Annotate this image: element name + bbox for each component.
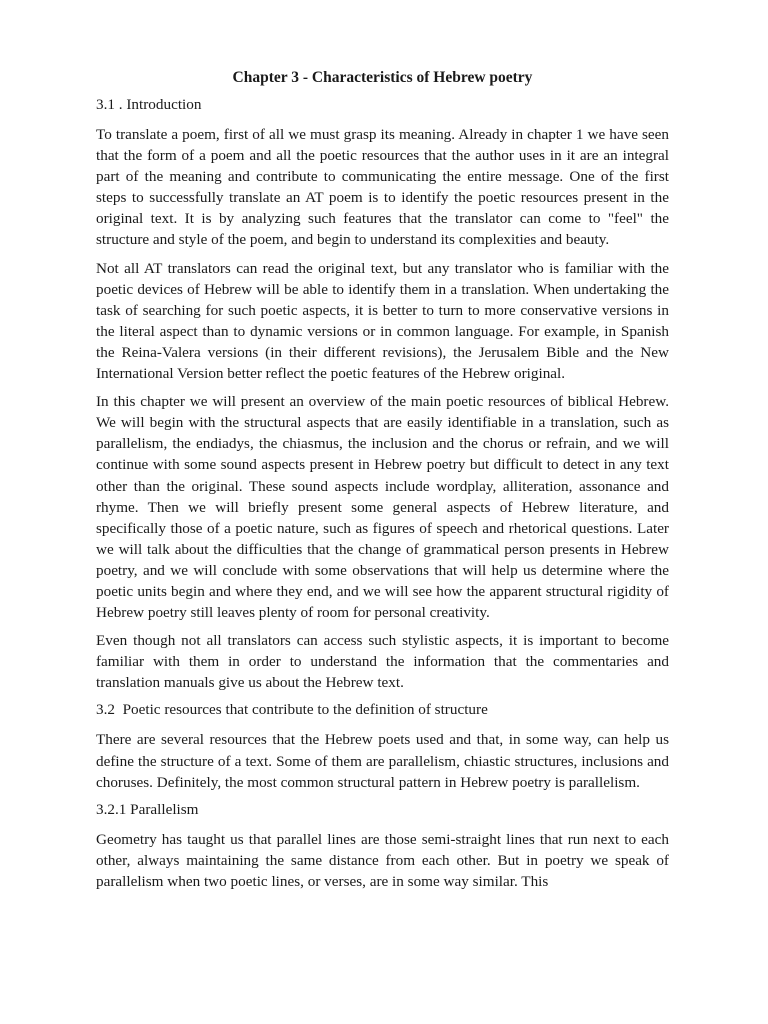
section-heading-3-1: 3.1 . Introduction [96,96,202,113]
section-heading-3-2: 3.2 Poetic resources that contribute to the definition of structure [96,701,488,719]
section-parallelism [96,800,669,892]
chapter-title: Chapter 3 - Characteristics of Hebrew poetry [232,69,533,86]
section-poetic-resources [96,700,669,792]
paragraph: Geometry has taught us that parallel lines are those semi-straight lines that run next to each other, always maintaining the same distance from each other. But in poetry we speak of parallelism when two poetic lines, or verses, are in some way similar. This [96,830,669,890]
paragraph: Even though not all translators can access such stylistic aspects, it is important to become familiar with them in order to understand the information that the commentaries and translation manuals give us about the Hebrew text. [96,632,669,692]
paragraph: Not all AT translators can read the original text, but any translator who is familiar with the poetic devices of Hebrew will be able to identify them in a translation. When undertaking the task of searching for such poetic aspects, it is better to turn to more conservative versions in the literal aspect than to dynamic versions or in common language. For example, in Spanish the Reina-Valera versions (in their different revisions), the Jerusalem Bible and the New International Version better reflect the poetic features of the Hebrew original. [96,259,669,383]
document-page [96,68,669,899]
paragraph: In this chapter we will present an overview of the main poetic resources of biblical Hebrew. We will begin with the structural aspects that are easily identifiable in a translation, such as parallelism, the endiadys, the chiasmus, the inclusion and the chorus or refrain, and we will continue with some sound aspects present in Hebrew poetry but difficult to detect in any text other than the original. These sound aspects include wordplay, alliteration, assonance and rhyme. Then we will briefly present some general aspects of Hebrew literature, and specifically those of a poetic nature, such as figures of speech and rhetorical questions. Later we will talk about the difficulties that the change of grammatical person presents in Hebrew poetry, and we will conclude with some observations that will help us determine where the poetic units begin and where they end, and we will see how the apparent structural rigidity of Hebrew poetry still leaves plenty of room for personal creativity. [96,393,669,622]
paragraph: To translate a poem, first of all we must grasp its meaning. Already in chapter 1 we have seen that the form of a poem and all the poetic resources that the author uses in it are an integral part of the meaning and contribute to communicating the entire message. One of the first steps to successfully translate an AT poem is to identify the poetic resources present in the original text. It is by analyzing such features that the translator can come to "feel" the structure and style of the poem, and begin to understand its complexities and beauty. [96,126,669,249]
section-heading-3-2-1: 3.2.1 Parallelism [96,800,199,818]
section-introduction [96,95,669,693]
paragraph: There are several resources that the Hebrew poets used and that, in some way, can help us define the structure of a text. Some of them are parallelism, chiastic structures, inclusions and choruses. Definitely, the most common structural pattern in Hebrew poetry is parallelism. [96,731,669,791]
